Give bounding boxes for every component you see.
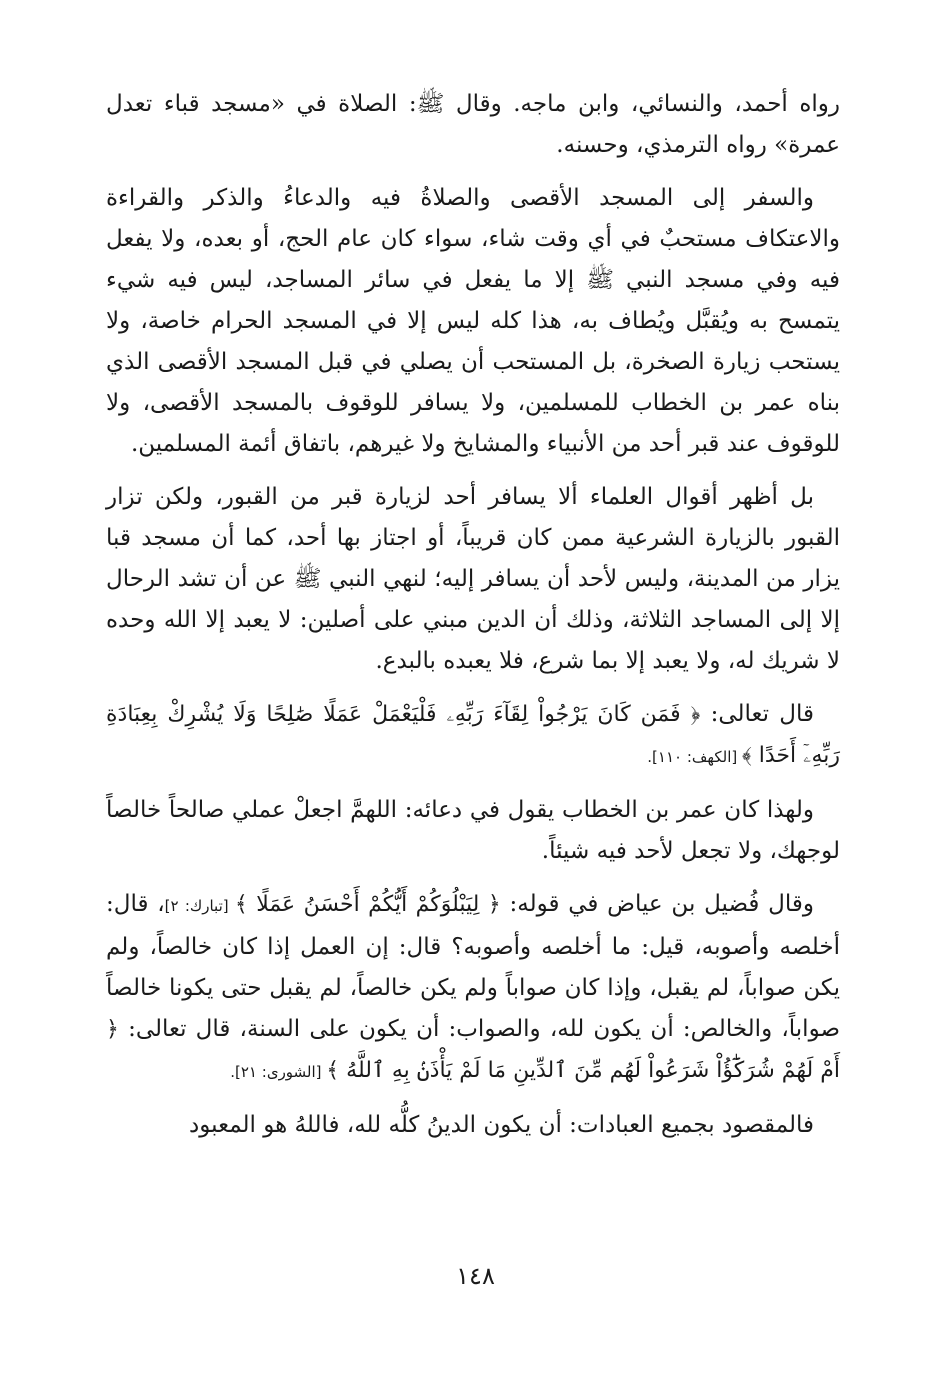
paragraph-travel-aqsa: والسفر إلى المسجد الأقصى والصلاةُ فيه والدعاءُ والذكر والقراءة والاعتكاف مستحبٌ في أي وقت شاء، سواء كان عام الحج، أو بعده، ولا يفعل فيه وفي مسجد النبي ﷺ إلا ما يفعل في سائر المساجد، ليس فيه شيء يتمسح به ويُقبَّل ويُطاف به، هذا كله ليس إلا في المسجد الحرام خاصة، ولا يستحب زيارة الصخرة، بل المستحب أن يصلي في قبل المسجد الأقصى الذي بناه عمر بن الخطاب للمسلمين، ولا يسافر للوقوف بالمسجد الأقصى، ولا للوقوف عند قبر أحد من الأنبياء والمشايخ ولا غيرهم، باتفاق أئمة المسلمين. bbox=[106, 185, 840, 457]
page-body bbox=[106, 84, 840, 1158]
page-number: ١٤٨ bbox=[456, 1262, 495, 1290]
paragraph-hadith-quba: رواه أحمد، والنسائي، وابن ماجه. وقال ﷺ: الصلاة في «مسجد قباء تعدل عمرة» رواه الترمذي، وحسنه. bbox=[106, 91, 840, 158]
quran-verse-shura: ﴿ أَمْ لَهُمْ شُرَكَٰٓؤُاْ شَرَعُواْ لَهُم مِّنَ ٱلدِّينِ مَا لَمْ يَأْذَنۢ بِهِ ٱللَّهُ ﴾ bbox=[106, 1017, 840, 1083]
kahf-intro: قال تعالى: bbox=[700, 701, 814, 727]
quran-verse-kahf: ﴿ فَمَن كَانَ يَرْجُواْ لِقَآءَ رَبِّهِۦ فَلْيَعْمَلْ عَمَلًا صَٰلِحًا وَلَا يُشْرِكْ بِعِبَادَةِ رَبِّهِۦٓ أَحَدًا ﴾ bbox=[106, 702, 840, 768]
fudayl-intro: وقال فُضيل بن عياض في قوله: bbox=[500, 891, 815, 917]
paragraph-visiting-graves: بل أظهر أقوال العلماء ألا يسافر أحد لزيارة قبر من القبور، ولكن تزار القبور بالزيارة الشرعية ممن كان قريباً، أو اجتاز بها أحد، كما أن مسجد قبا يزار من المدينة، وليس لأحد أن يسافر إليه؛ لنهي النبي ﷺ عن أن تشد الرحال إلا إلى المساجد الثلاثة، وذلك أن الدين مبني على أصلين: لا يعبد إلا الله وحده لا شريك له، ولا يعبد إلا بما شرع، فلا يعبده بالبدع. bbox=[106, 484, 840, 674]
citation-kahf: [الكهف: ١١٠]. bbox=[647, 748, 742, 766]
quran-verse-mulk: ﴿ لِيَبْلُوَكُمْ أَيُّكُمْ أَحْسَنُ عَمَلًا ﴾ bbox=[234, 892, 501, 917]
paragraph-fudayl bbox=[106, 884, 840, 1093]
citation-mulk: [تبارك: ٢] bbox=[164, 897, 235, 915]
fudayl-explanation: ، قال: أخلصه وأصوبه، قيل: ما أخلصه وأصوبه؟ قال: إن العمل إذا كان خالصاً، ولم يكن صواباً، لم يقبل، وإذا كان صواباً ولم يكن خالصاً، لم يقبل حتى يكونا خالصاً صواباً، والخالص: أن يكون لله، والصواب: أن يكون على السنة، قال تعالى: bbox=[106, 891, 840, 1042]
citation-shura: [الشورى: ٢١]. bbox=[230, 1063, 327, 1081]
paragraph-purpose-of-worship: فالمقصود بجميع العبادات: أن يكون الدينُ كلُّه لله، فاللهُ هو المعبود bbox=[189, 1112, 814, 1138]
paragraph-umar-dua: ولهذا كان عمر بن الخطاب يقول في دعائه: اللهمَّ اجعلْ عملي صالحاً خالصاً لوجهك، ولا تجعل لأحد فيه شيئاً. bbox=[106, 797, 840, 864]
paragraph-kahf-verse bbox=[106, 694, 840, 778]
